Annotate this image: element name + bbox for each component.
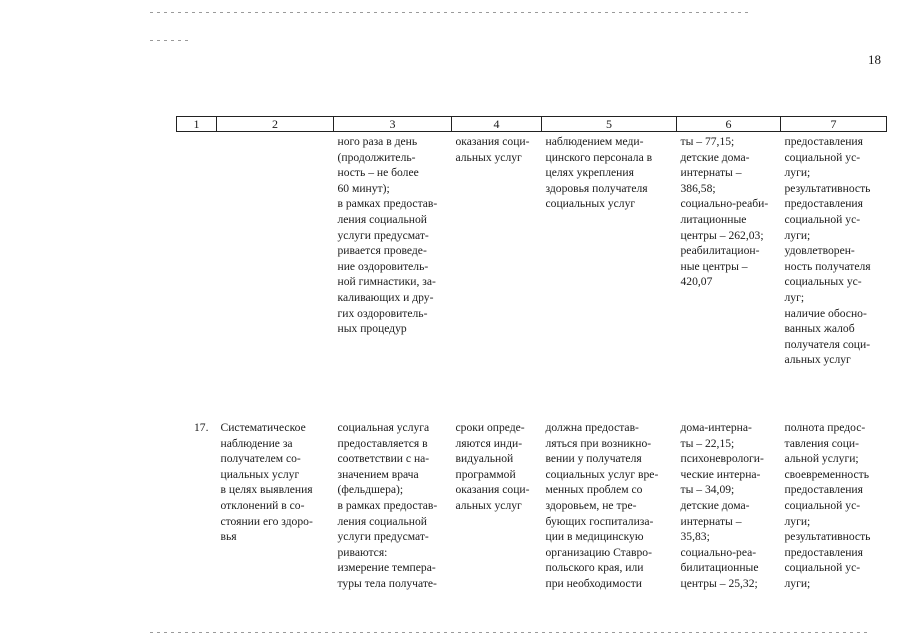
- table-row-spacer: [177, 402, 887, 420]
- quality-indicators-cell: предоставления социальной ус- луги; результативность предоставления социальной ус- луги; удовлетворен- ность получателя социальных ус- луг; наличие обосно- ванных жалоб получателя соци- альных услуг: [784, 135, 871, 367]
- services-table: [176, 116, 887, 610]
- table-row: [177, 420, 887, 610]
- table-row-continued: [177, 132, 887, 403]
- column-number-2: 2: [217, 117, 334, 132]
- service-standard-cell: наблюдением меди- цинского персонала в целях укрепления здоровья получателя социальных услуг: [545, 135, 653, 211]
- service-standard-cell: должна предостав- ляться при возникно- вении у получателя социальных услуг вре- менных проблем со здоровьем, не тре- бующих госпитализа- ции в медицинскую организацию Ставро- польского края, или при необходимости: [545, 421, 659, 590]
- service-description-cell: ного раза в день (продолжитель- ность – не более 60 минут); в рамках предостав- ления социальной услуги предусмат- ривается проведе- ние оздоровитель- ной гимнастики, за- каливающих и дру- гих оздоровитель- ных процедур: [337, 135, 438, 336]
- quality-indicators-cell: полнота предос- тавления соци- альной услуги; своевременность предоставления социальной ус- луги; результативность предоставления социальной ус- луги;: [784, 421, 871, 590]
- tariff-cell: ты – 77,15; детские дома- интернаты – 386,58; социально-реаби- литационные центры – 262,03; реабилитацион- ные центры – 420,07: [680, 135, 769, 289]
- row-number-cell: [177, 132, 217, 403]
- column-number-row: [177, 117, 887, 132]
- service-name-cell: [217, 132, 334, 403]
- service-name-cell: Систематическое наблюдение за получателем со- циальных услуг в целях выявления отклонений в со- стоянии его здоро- вья: [220, 421, 313, 544]
- column-number-6: 6: [677, 117, 781, 132]
- column-number-5: 5: [542, 117, 677, 132]
- scan-artifact-top-left: [150, 40, 190, 41]
- tariff-cell: дома-интерна- ты – 22,15; психоневрологи- ческие интерна- ты – 34,09; детские дома- интернаты – 35,83; социально-реа- билитационные центры – 25,32;: [680, 421, 764, 590]
- service-terms-cell: сроки опреде- ляются инди- видуальной программой оказания соци- альных услуг: [455, 421, 530, 512]
- service-description-cell: социальная услуга предоставляется в соответствии с на- значением врача (фельдшера); в рамках предостав- ления социальной услуги предусмат- риваются: измерение темпера- туры тела получате-: [337, 421, 438, 590]
- column-number-3: 3: [334, 117, 452, 132]
- column-number-7: 7: [781, 117, 887, 132]
- column-number-1: 1: [177, 117, 217, 132]
- scan-artifact-bottom: [150, 632, 870, 633]
- column-number-4: 4: [452, 117, 542, 132]
- row-number-cell: 17.: [194, 421, 209, 434]
- scan-artifact-top: [150, 12, 750, 13]
- service-terms-cell: оказания соци- альных услуг: [455, 135, 530, 164]
- page-number: 18: [868, 52, 881, 67]
